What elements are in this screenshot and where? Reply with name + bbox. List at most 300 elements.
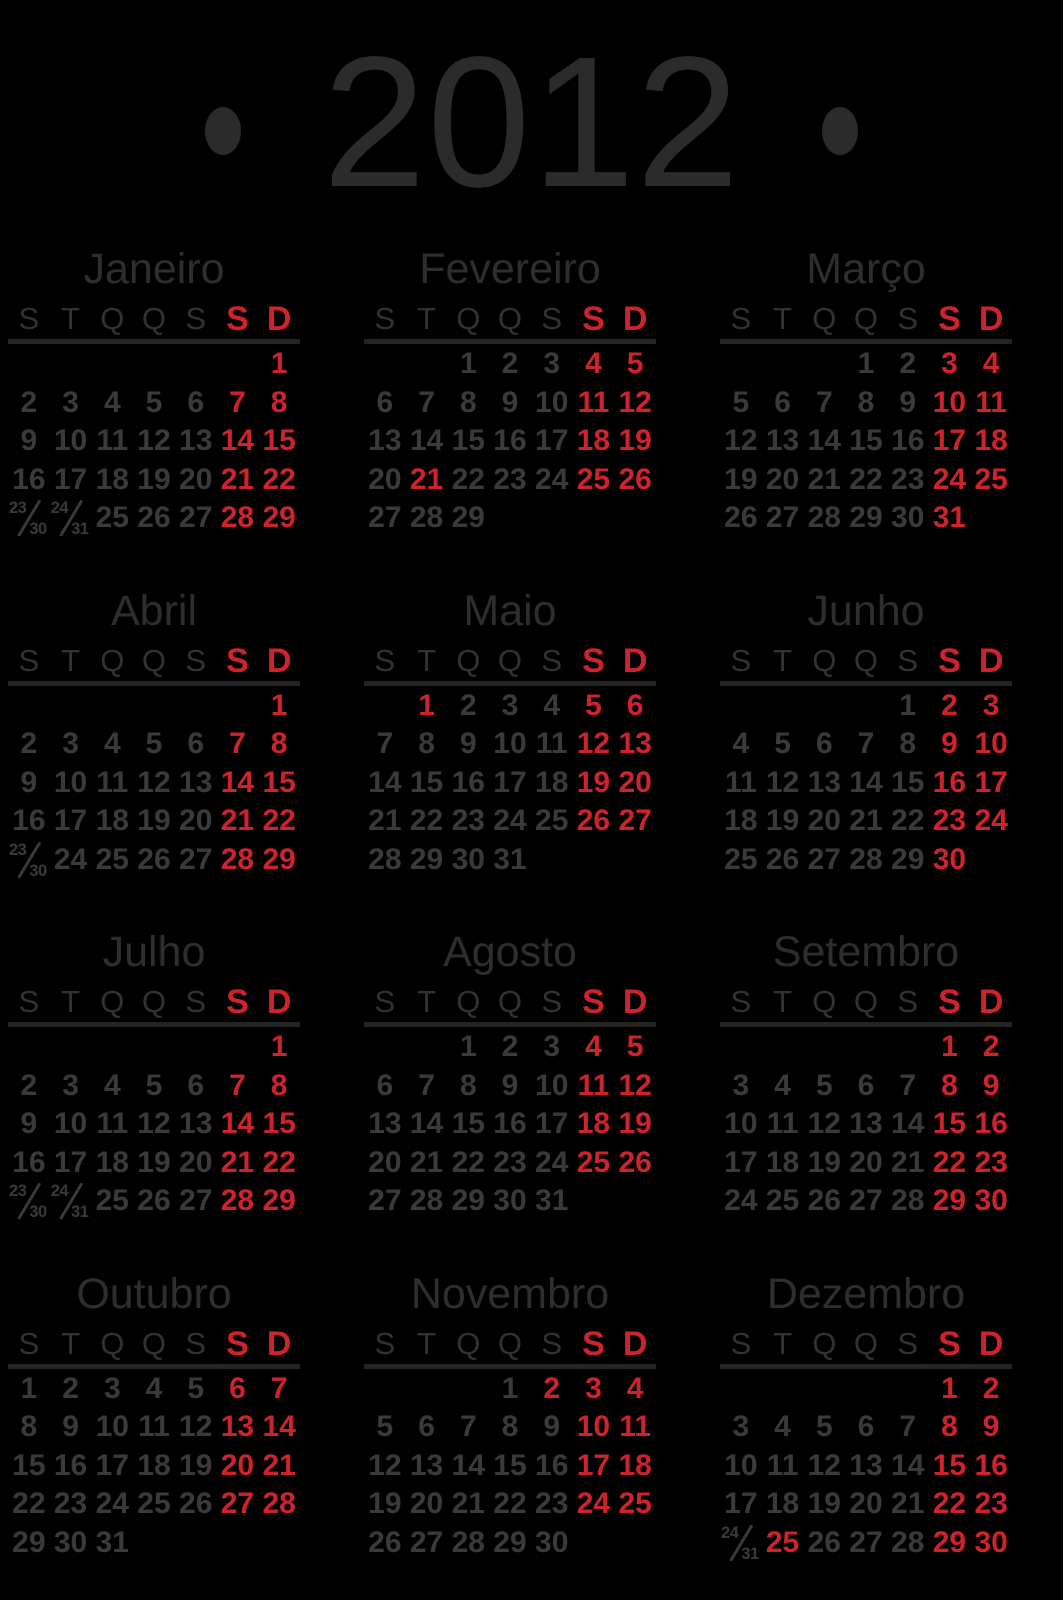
day-cell: 16 [974, 1448, 1008, 1482]
day-cell: 15 [409, 765, 444, 799]
day-cell: 19 [368, 1487, 402, 1521]
day-cell: 15 [493, 1448, 527, 1482]
day-cell: 4 [982, 347, 1000, 381]
day-cell: 21 [451, 1487, 485, 1521]
day-cell: 8 [899, 727, 917, 761]
weekday-letter-3: Q [141, 1325, 167, 1361]
weeks [720, 1370, 1012, 1563]
day-cell: 6 [857, 1068, 875, 1102]
weekday-letter-5: S [938, 1324, 961, 1363]
day-cell: 25 [765, 1525, 800, 1559]
week-row [8, 841, 300, 880]
weekday-letter-4: S [185, 301, 207, 336]
week-row [720, 384, 1012, 423]
day-cell: 17 [974, 765, 1008, 799]
week-row [364, 1370, 656, 1409]
day-cell: 25 [95, 501, 129, 535]
weekday-letter-4: S [897, 1325, 919, 1361]
weekday-letter-6: D [266, 641, 292, 680]
day-cell: 31 [95, 1525, 129, 1559]
day-cell: 5 [815, 1068, 833, 1102]
day-cell: 5 [376, 1410, 394, 1444]
day-cell: 29 [849, 501, 883, 535]
week-row [720, 841, 1012, 880]
day-cell: 26 [807, 1184, 841, 1218]
weekday-letter-3: Q [497, 301, 523, 336]
day-cell: 9 [20, 424, 38, 458]
day-cell: 13 [179, 1107, 213, 1141]
day-cell: 20 [368, 462, 402, 496]
week-row [8, 461, 300, 500]
day-cell: 10 [493, 727, 527, 761]
day-cell: 21 [849, 804, 883, 838]
day-cell: 3 [732, 1410, 750, 1444]
weekday-letter-2: Q [100, 642, 125, 678]
weekday-letter-2: Q [456, 642, 481, 678]
day-cell: 10 [53, 1107, 88, 1141]
day-cell: 4 [585, 347, 602, 381]
day-cell: 3 [103, 1371, 121, 1405]
day-cell: 15 [262, 424, 296, 458]
weeks [720, 345, 1012, 538]
week-row [364, 764, 656, 803]
weekday-header [720, 301, 1012, 337]
weekday-letter-1: T [773, 301, 793, 336]
day-cell: 29 [262, 501, 296, 535]
day-cell: 18 [576, 1107, 611, 1141]
day-cell: 12 [179, 1410, 213, 1444]
day-cell: 27 [409, 1525, 444, 1559]
day-cell: 20 [618, 765, 652, 799]
month-dezembro [720, 1271, 1012, 1563]
weekday-letter-2: Q [456, 1325, 481, 1361]
header-divider [8, 681, 300, 686]
week-row [720, 1485, 1012, 1524]
day-cell: 27 [765, 501, 800, 535]
day-cell: 2 [501, 1030, 519, 1064]
week-row [720, 1447, 1012, 1486]
day-cell: 29 [493, 1525, 527, 1559]
day-cell: 26 [618, 462, 652, 496]
day-cell: 28 [891, 1525, 925, 1559]
weekday-letter-0: S [18, 642, 40, 678]
day-cell: 13 [618, 727, 652, 761]
day-cell: 22 [262, 804, 296, 838]
day-cell: 14 [891, 1107, 925, 1141]
weekday-letter-0: S [18, 1325, 40, 1361]
week-row [364, 1524, 656, 1563]
day-cell: 28 [849, 842, 883, 876]
day-cell: 21 [368, 804, 402, 838]
weekday-letter-5: S [582, 641, 605, 680]
week-row [8, 1144, 300, 1183]
day-cell: 10 [53, 765, 88, 799]
weekday-letter-4: S [541, 984, 563, 1019]
split-bottom-number: 31 [71, 1203, 89, 1221]
day-cell: 6 [774, 385, 791, 419]
day-cell: 19 [137, 462, 171, 496]
day-cell: 1 [941, 1030, 958, 1064]
weekday-letter-1: T [417, 642, 437, 678]
week-row [8, 1182, 300, 1221]
day-cell: 12 [576, 727, 611, 761]
day-cell: 23 [451, 804, 485, 838]
weekday-letter-3: Q [141, 642, 167, 678]
day-cell: 2 [982, 1030, 1000, 1064]
split-top-number: 23 [9, 499, 27, 517]
day-cell: 16 [12, 804, 46, 838]
week-row [8, 764, 300, 803]
day-cell: 13 [849, 1107, 883, 1141]
day-cell: 5 [626, 1030, 644, 1064]
day-cell: 19 [765, 804, 800, 838]
day-cell: 13 [368, 1107, 402, 1141]
day-cell: 15 [12, 1448, 46, 1482]
day-cell: 22 [849, 462, 883, 496]
day-cell: 18 [618, 1448, 652, 1482]
week-row [720, 499, 1012, 538]
week-row [720, 461, 1012, 500]
day-cell: 5 [626, 347, 644, 381]
split-top-number: 24 [50, 499, 69, 517]
weeks [364, 1370, 656, 1563]
header-divider [364, 1364, 656, 1369]
day-cell: 4 [774, 1410, 791, 1444]
split-top-number: 23 [9, 1182, 27, 1200]
day-cell: 24 [974, 804, 1008, 838]
week-row [8, 422, 300, 461]
week-row [720, 1028, 1012, 1067]
day-cell: 21 [220, 804, 255, 838]
day-cell: 28 [409, 501, 444, 535]
day-cell: 18 [576, 424, 611, 458]
weekday-letter-6: D [622, 300, 648, 338]
day-cell: 25 [137, 1487, 171, 1521]
day-cell: 26 [807, 1525, 841, 1559]
weekday-letter-1: T [61, 301, 81, 336]
day-cell: 8 [20, 1410, 38, 1444]
day-cell: 19 [179, 1448, 213, 1482]
day-cell: 2 [459, 688, 477, 722]
weekday-letter-4: S [185, 642, 207, 678]
day-cell: 3 [543, 347, 561, 381]
day-cell: 24 [724, 1184, 758, 1218]
day-cell: 5 [145, 385, 163, 419]
weeks [364, 345, 656, 538]
day-cell: 16 [974, 1107, 1008, 1141]
day-cell: 18 [137, 1448, 171, 1482]
weeks [364, 1028, 656, 1221]
split-bottom-number: 30 [29, 1203, 47, 1221]
day-cell: 22 [262, 1145, 296, 1179]
day-cell: 2 [20, 727, 38, 761]
weekday-letter-0: S [18, 984, 40, 1019]
day-cell: 7 [899, 1410, 917, 1444]
week-row [364, 461, 656, 500]
day-cell: 15 [451, 424, 485, 458]
week-row [364, 687, 656, 726]
month-title: Agosto [443, 928, 577, 976]
day-cell: 6 [418, 1410, 435, 1444]
weekday-letter-2: Q [456, 984, 481, 1019]
day-cell: 17 [53, 804, 88, 838]
week-row [364, 499, 656, 538]
day-cell: 27 [368, 501, 402, 535]
weekday-letter-5: S [582, 1324, 605, 1363]
weeks [8, 687, 300, 880]
day-cell: 11 [975, 385, 1007, 419]
day-cell: 27 [179, 842, 213, 876]
weekday-letter-3: Q [141, 301, 167, 336]
day-cell: 24 [535, 1145, 569, 1179]
day-cell: 8 [270, 727, 288, 761]
weekday-letter-2: Q [812, 1325, 837, 1361]
day-cell: 24 [95, 1487, 129, 1521]
day-cell: 25 [974, 462, 1008, 496]
week-row [720, 764, 1012, 803]
weekday-letter-0: S [374, 642, 396, 678]
day-cell: 19 [724, 462, 758, 496]
day-cell: 31 [535, 1184, 569, 1218]
header-divider [8, 339, 300, 344]
day-cell: 17 [932, 424, 967, 458]
day-cell: 19 [807, 1145, 841, 1179]
day-cell: 10 [535, 1068, 569, 1102]
day-cell: 5 [585, 688, 602, 722]
week-row [720, 802, 1012, 841]
day-cell-split [8, 499, 50, 538]
day-cell: 9 [899, 385, 917, 419]
weekday-letter-4: S [897, 984, 919, 1019]
day-cell: 22 [12, 1487, 46, 1521]
day-cell: 6 [229, 1371, 246, 1405]
day-cell: 6 [376, 385, 394, 419]
day-cell: 4 [145, 1371, 163, 1405]
day-cell: 15 [932, 1448, 967, 1482]
day-cell: 28 [220, 842, 255, 876]
day-cell: 8 [501, 1410, 519, 1444]
weekday-letter-4: S [185, 984, 207, 1019]
weekday-letter-2: Q [812, 984, 837, 1019]
day-cell: 13 [409, 1448, 444, 1482]
day-cell: 14 [220, 424, 255, 458]
day-cell: 29 [262, 1184, 296, 1218]
weekday-letter-4: S [185, 1325, 207, 1361]
day-cell: 21 [891, 1487, 925, 1521]
day-cell: 7 [418, 385, 435, 419]
day-cell: 30 [891, 501, 925, 535]
day-cell: 3 [941, 347, 958, 381]
weekday-header [8, 1326, 300, 1362]
day-cell: 23 [493, 1145, 527, 1179]
week-row [364, 1485, 656, 1524]
day-cell: 9 [459, 727, 477, 761]
day-cell: 11 [766, 1107, 799, 1141]
weekday-letter-3: Q [853, 1325, 879, 1361]
weekday-letter-6: D [266, 1324, 292, 1363]
weekday-header [364, 984, 656, 1020]
day-cell: 2 [941, 688, 958, 722]
weekday-letter-1: T [417, 984, 437, 1019]
day-cell: 2 [501, 347, 519, 381]
day-cell: 24 [932, 462, 967, 496]
day-cell: 18 [95, 1145, 129, 1179]
day-cell: 8 [270, 1068, 288, 1102]
weekday-letter-2: Q [812, 301, 837, 336]
month-janeiro [8, 246, 300, 538]
day-cell: 10 [576, 1410, 611, 1444]
day-cell: 20 [849, 1145, 883, 1179]
day-cell: 10 [932, 385, 967, 419]
weekday-letter-0: S [18, 301, 40, 336]
week-row [364, 345, 656, 384]
week-row [720, 687, 1012, 726]
day-cell: 17 [53, 1145, 88, 1179]
day-cell: 13 [368, 424, 402, 458]
month-title: Junho [807, 586, 925, 635]
day-cell: 27 [220, 1487, 255, 1521]
weekday-letter-2: Q [100, 301, 125, 336]
week-row [720, 1105, 1012, 1144]
month-title: Abril [110, 586, 198, 635]
weekday-letter-3: Q [853, 984, 879, 1019]
day-cell: 7 [815, 385, 833, 419]
day-cell: 25 [95, 1184, 129, 1218]
month-outubro [8, 1271, 300, 1563]
split-top-number: 23 [9, 840, 27, 859]
month-abril [8, 588, 300, 880]
day-cell: 3 [501, 688, 519, 722]
day-cell-split [8, 1182, 50, 1221]
day-cell: 4 [585, 1030, 602, 1064]
split-bottom-number: 30 [29, 861, 47, 880]
year-header [0, 0, 1063, 238]
week-row [720, 725, 1012, 764]
day-cell: 25 [535, 804, 569, 838]
day-cell: 17 [535, 1107, 569, 1141]
weeks [364, 687, 656, 880]
week-row [364, 1028, 656, 1067]
day-cell: 1 [270, 1030, 288, 1064]
day-cell: 2 [20, 385, 38, 419]
day-cell: 18 [95, 462, 129, 496]
day-cell: 30 [535, 1525, 569, 1559]
day-cell: 12 [618, 1068, 652, 1102]
day-cell: 22 [891, 804, 925, 838]
weekday-letter-6: D [266, 300, 292, 338]
week-row [8, 1408, 300, 1447]
day-cell: 8 [418, 727, 435, 761]
day-cell: 4 [103, 727, 121, 761]
day-cell: 29 [451, 501, 485, 535]
day-cell: 20 [179, 462, 213, 496]
day-cell: 10 [724, 1448, 758, 1482]
right-bullet-icon [822, 107, 858, 155]
day-cell: 1 [20, 1371, 38, 1405]
day-cell: 9 [543, 1410, 561, 1444]
day-cell: 3 [62, 1068, 79, 1102]
week-row [364, 1144, 656, 1183]
weekday-letter-5: S [582, 300, 605, 338]
day-cell: 27 [618, 804, 652, 838]
day-cell: 14 [849, 765, 883, 799]
day-cell-split [50, 499, 92, 538]
day-cell: 12 [724, 424, 758, 458]
day-cell: 11 [96, 1107, 129, 1141]
week-row [720, 422, 1012, 461]
month-title: Maio [463, 586, 557, 635]
day-cell: 7 [459, 1410, 477, 1444]
day-cell: 3 [982, 688, 1000, 722]
day-cell: 26 [368, 1525, 402, 1559]
month-maio [364, 588, 656, 880]
day-cell: 9 [20, 1107, 38, 1141]
weekday-header [8, 984, 300, 1020]
day-cell: 25 [576, 462, 611, 496]
day-cell: 18 [724, 804, 758, 838]
weekday-letter-5: S [938, 300, 961, 338]
split-top-number: 24 [50, 1182, 69, 1200]
day-cell: 20 [849, 1487, 883, 1521]
day-cell: 23 [974, 1487, 1008, 1521]
day-cell: 23 [53, 1487, 88, 1521]
week-row [364, 802, 656, 841]
months-grid [8, 246, 1063, 1562]
day-cell: 27 [368, 1184, 402, 1218]
weekday-letter-3: Q [853, 642, 879, 678]
day-cell: 28 [368, 842, 402, 876]
weekday-letter-6: D [978, 300, 1004, 338]
day-cell: 2 [982, 1371, 1000, 1405]
day-cell: 7 [857, 727, 875, 761]
day-cell: 14 [409, 424, 444, 458]
day-cell: 17 [724, 1487, 758, 1521]
day-cell: 27 [849, 1525, 883, 1559]
day-cell-split [8, 841, 50, 880]
weekday-letter-6: D [978, 983, 1004, 1021]
month-novembro [364, 1271, 656, 1563]
day-cell: 30 [974, 1184, 1008, 1218]
weekday-letter-3: Q [497, 642, 523, 678]
day-cell: 7 [229, 727, 246, 761]
day-cell: 24 [493, 804, 527, 838]
weekday-letter-5: S [226, 983, 249, 1021]
day-cell: 3 [62, 385, 79, 419]
week-row [720, 1370, 1012, 1409]
week-row [8, 1105, 300, 1144]
week-row [8, 499, 300, 538]
day-cell: 29 [409, 842, 444, 876]
day-cell: 5 [145, 727, 163, 761]
day-cell: 26 [137, 501, 171, 535]
header-divider [8, 1364, 300, 1369]
weeks [720, 687, 1012, 880]
day-cell: 14 [891, 1448, 925, 1482]
day-cell: 30 [932, 842, 967, 876]
month-title: Julho [102, 928, 206, 976]
day-cell: 28 [451, 1525, 485, 1559]
day-cell: 17 [493, 765, 527, 799]
week-row [364, 1447, 656, 1486]
day-cell: 19 [576, 765, 611, 799]
day-cell: 20 [807, 804, 841, 838]
week-row [364, 1182, 656, 1221]
day-cell: 13 [220, 1410, 255, 1444]
weeks [720, 1028, 1012, 1221]
day-cell: 12 [807, 1107, 841, 1141]
weekday-letter-1: T [61, 642, 81, 678]
day-cell: 14 [262, 1410, 296, 1444]
